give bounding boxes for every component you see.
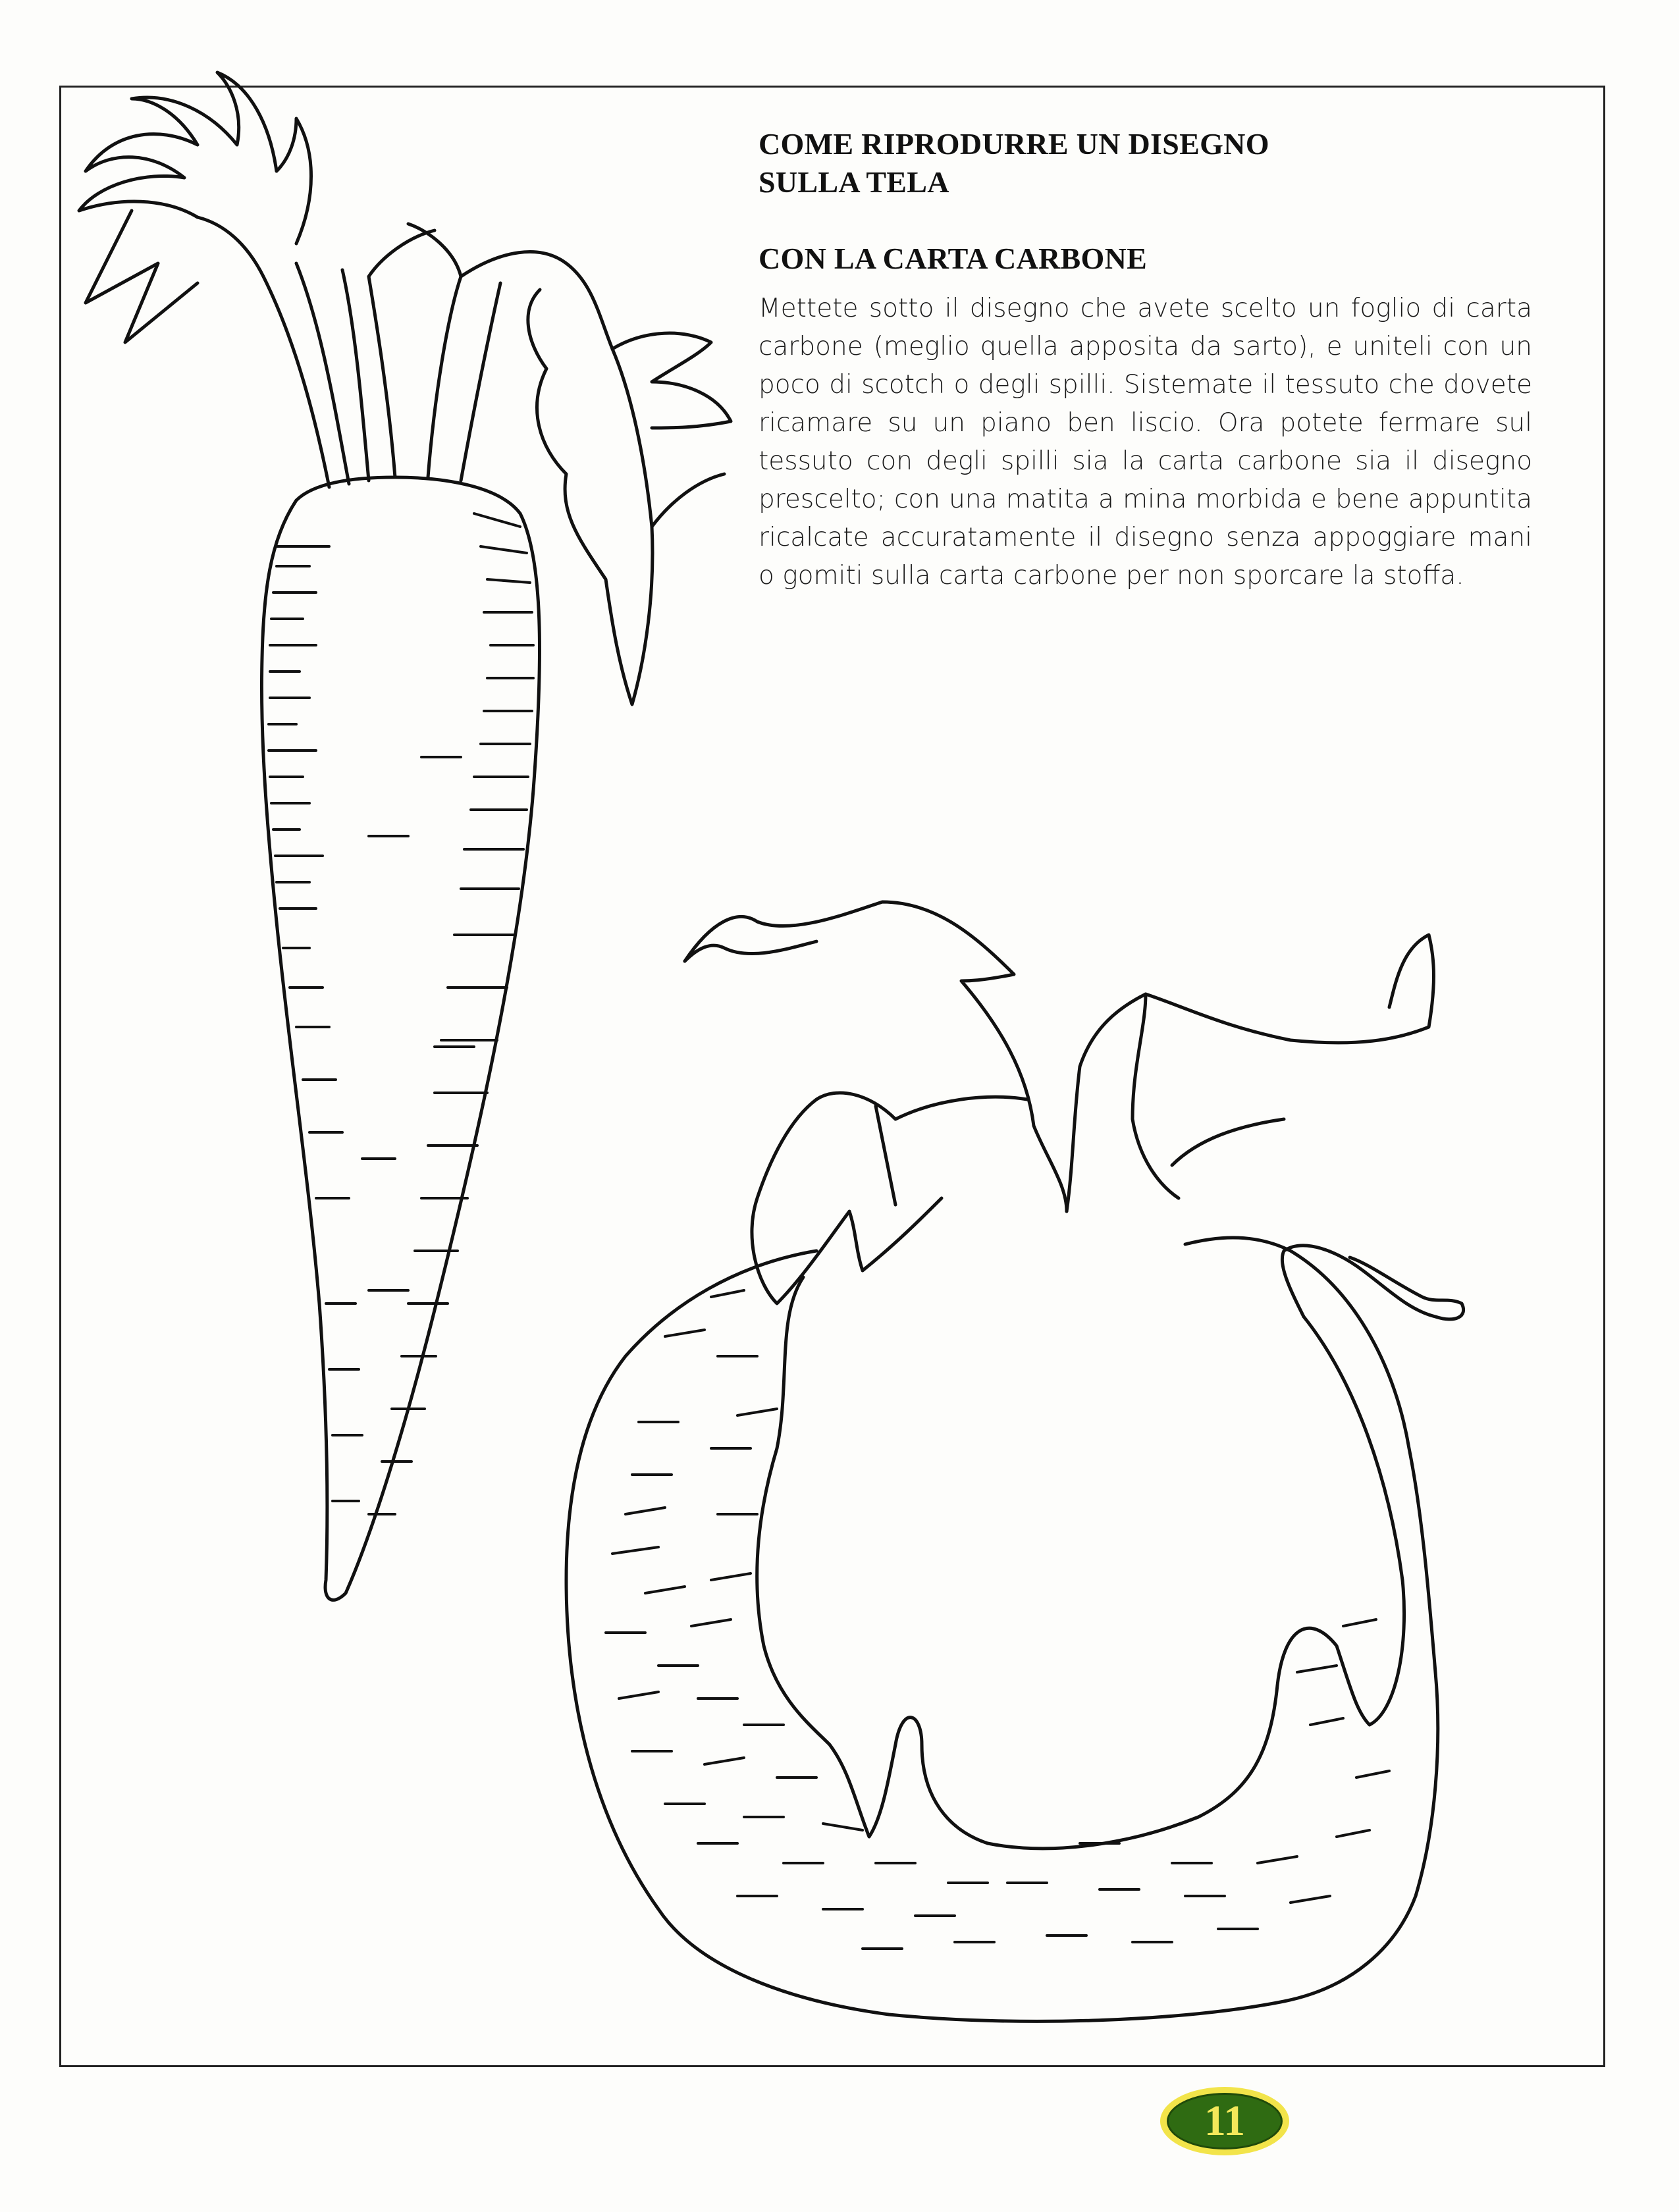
instructions-text-block xyxy=(759,125,1532,621)
section-heading: CON LA CARTA CARBONE xyxy=(759,242,1148,275)
page-title: COME RIPRODURRE UN DISEGNO SULLA TELA xyxy=(759,127,1269,199)
page-number-badge xyxy=(1160,2087,1289,2155)
instructions-paragraph: Mettete sotto il disegno che avete scelto un foglio di carta carbone (meglio quella apposita da sarto), e uniteli con un poco di scotch o degli spilli. Sistemate il tessuto che dovete ricamare su un piano ben liscio. Ora potete fermare sul tessuto con degli spilli sia la carta carbone sia il disegno prescelto; con una matita a mina morbida e bene appuntita ricalcate accuratamente il disegno senza appoggiare mani o gomiti sulla carta carbone per non sporcare la stoffa. xyxy=(759,294,1532,591)
page-number: 11 xyxy=(1204,2097,1246,2145)
page-number-badge-inner xyxy=(1167,2093,1283,2149)
